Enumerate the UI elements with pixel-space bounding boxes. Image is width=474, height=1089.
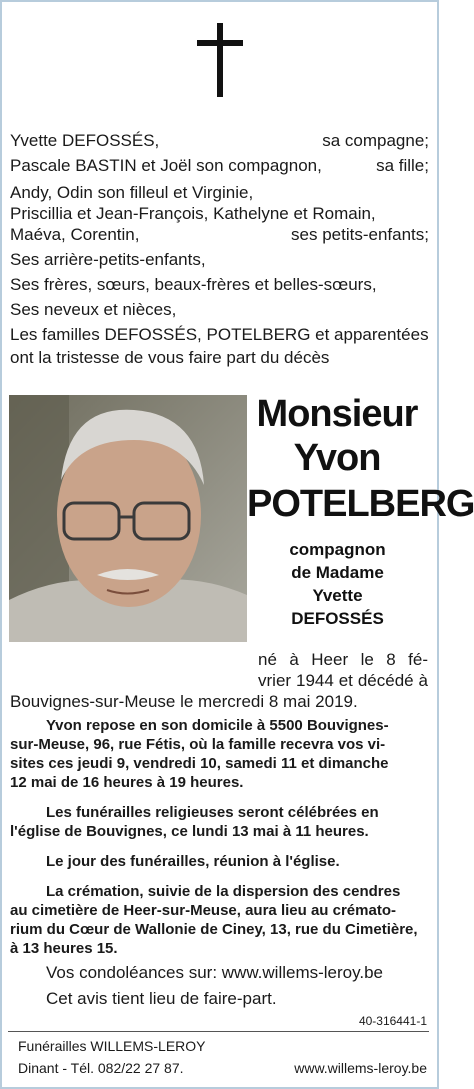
relation-line: de Madame	[291, 563, 384, 582]
birth-line: vrier 1944 et décédé à	[258, 671, 428, 690]
footer-phone: Dinant - Tél. 082/22 27 87.	[18, 1060, 184, 1076]
paragraph-line: à 13 heures 15.	[10, 940, 118, 957]
family-line: Priscillia et Jean-François, Kathelyne et Romain,	[10, 204, 376, 223]
paragraph-line: au cimetière de Heer-sur-Meuse, aura lieu au crémato-	[10, 902, 396, 919]
portrait-photo	[9, 395, 247, 642]
condolences-text: Vos condoléances sur: www.willems-leroy.be	[46, 963, 383, 982]
footer-divider	[8, 1031, 429, 1032]
relation-line: Yvette	[312, 586, 363, 605]
footer-company: Funérailles WILLEMS-LEROY	[18, 1038, 206, 1054]
cross-icon	[197, 23, 243, 97]
deceased-first-name: Yvon	[293, 437, 381, 479]
footer-website[interactable]: www.willems-leroy.be	[294, 1060, 427, 1076]
family-relation: sa fille;	[376, 156, 429, 175]
deceased-last-name: POTELBERG	[247, 483, 474, 525]
paragraph-line: 12 mai de 16 heures à 19 heures.	[10, 774, 244, 791]
paragraph-line: La crémation, suivie de la dispersion des cendres	[46, 883, 401, 900]
family-line: Les familles DEFOSSÉS, POTELBERG et apparentées	[10, 325, 429, 344]
family-line: Andy, Odin son filleul et Virginie,	[10, 183, 254, 202]
family-relation: ses petits-enfants;	[291, 225, 429, 244]
paragraph-line: Le jour des funérailles, réunion à l'église.	[46, 853, 340, 870]
family-relation: sa compagne;	[322, 131, 429, 150]
closing-text: Cet avis tient lieu de faire-part.	[46, 989, 277, 1008]
family-line: Yvette DEFOSSÉS,	[10, 131, 160, 150]
paragraph-line: l'église de Bouvignes, ce lundi 13 mai à 11 heures.	[10, 823, 369, 840]
deceased-title: Monsieur	[256, 393, 418, 435]
birth-line: né à Heer le 8 fé-	[258, 650, 428, 669]
paragraph-line: Yvon repose en son domicile à 5500 Bouvignes-	[46, 717, 389, 734]
paragraph-line: sites ces jeudi 9, vendredi 10, samedi 11 et dimanche	[10, 755, 389, 772]
death-line: Bouvignes-sur-Meuse le mercredi 8 mai 2019.	[10, 692, 358, 711]
family-line: Ses frères, sœurs, beaux-frères et belles-sœurs,	[10, 275, 377, 294]
family-line: ont la tristesse de vous faire part du décès	[10, 348, 330, 367]
family-line: Maéva, Corentin,	[10, 225, 140, 244]
paragraph-line: sur-Meuse, 96, rue Fétis, où la famille recevra vos vi-	[10, 736, 386, 753]
relation-line: DEFOSSÉS	[291, 609, 384, 628]
paragraph-line: rium du Cœur de Wallonie de Ciney, 13, rue du Cimetière,	[10, 921, 418, 938]
family-line: Ses neveux et nièces,	[10, 300, 177, 319]
relation-line: compagnon	[289, 540, 386, 559]
family-line: Ses arrière-petits-enfants,	[10, 250, 206, 269]
portrait-image	[9, 395, 247, 642]
family-line: Pascale BASTIN et Joël son compagnon,	[10, 156, 322, 175]
reference-number: 40-316441-1	[358, 1014, 427, 1028]
paragraph-line: Les funérailles religieuses seront célébrées en	[46, 804, 379, 821]
